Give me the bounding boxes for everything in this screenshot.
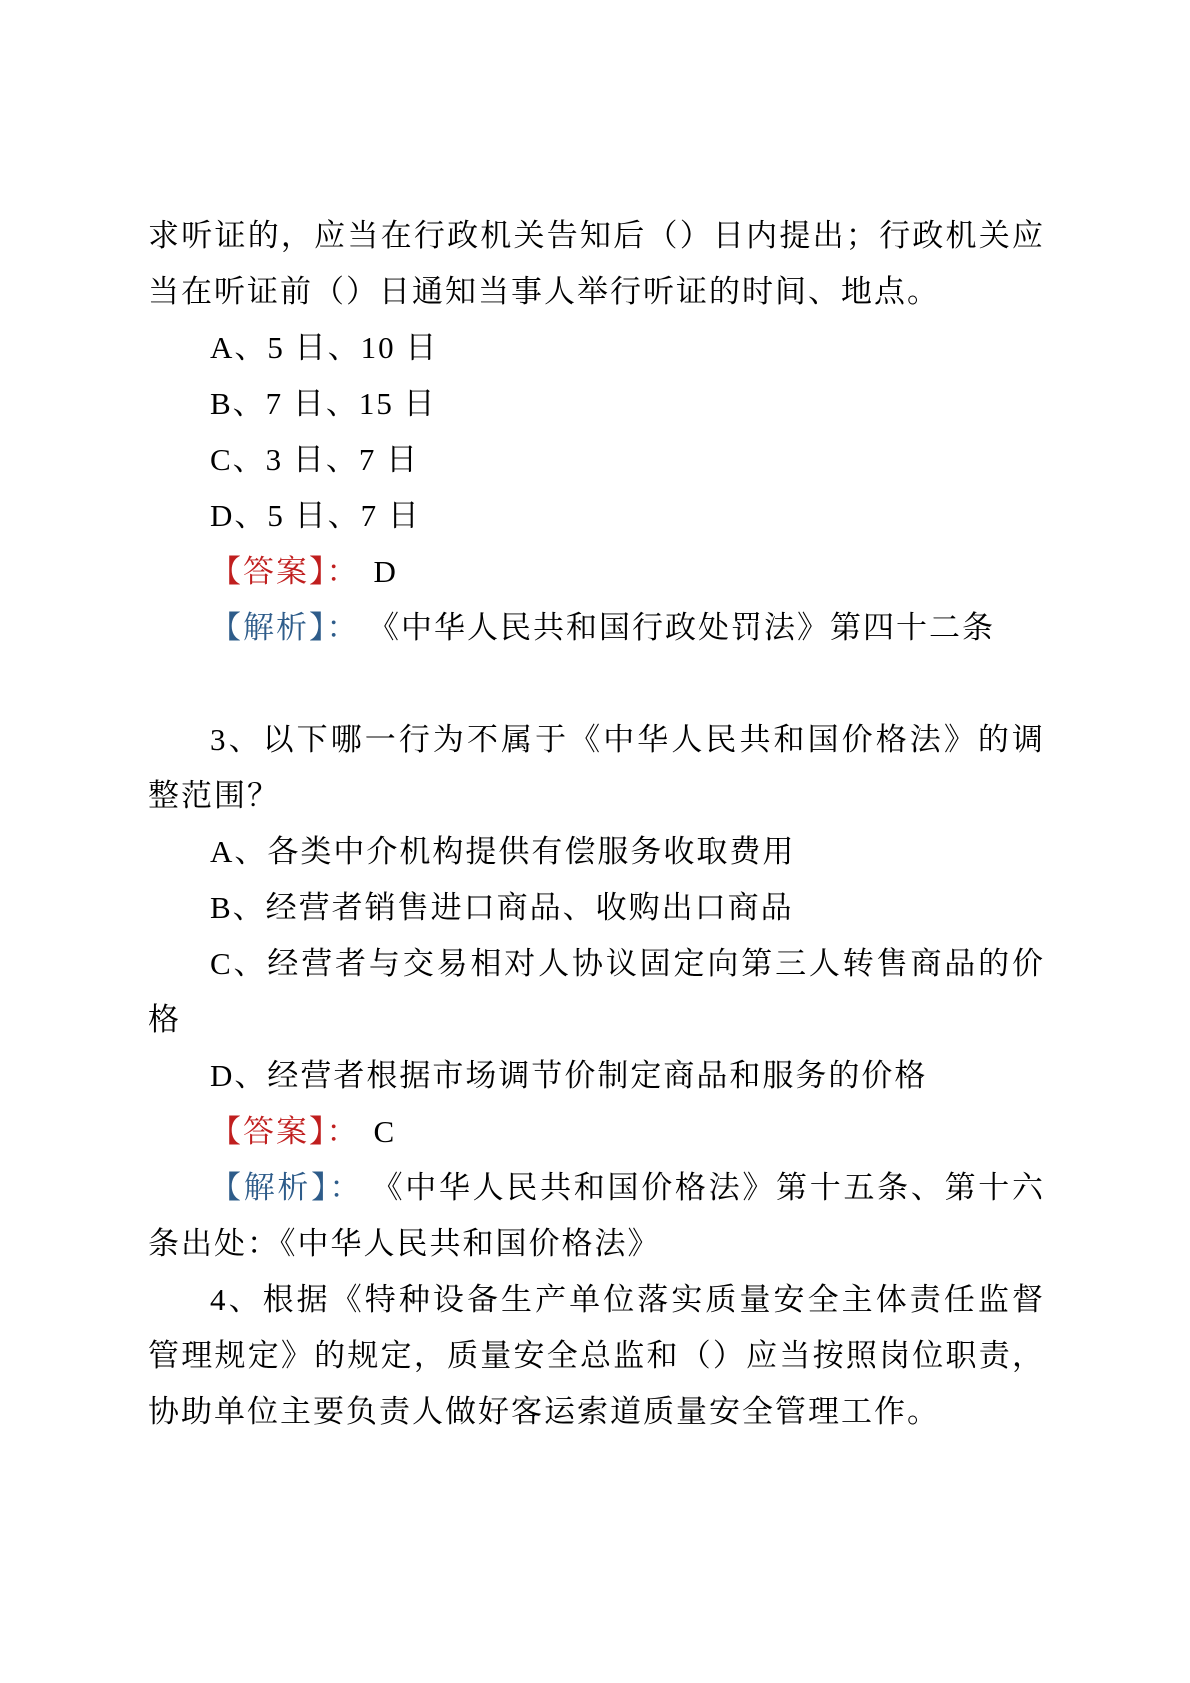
analysis-colon: ： <box>326 610 360 645</box>
question-2-answer-line <box>148 544 1045 600</box>
question-3-analysis-line <box>148 1160 1045 1272</box>
analysis-value: 《中华人民共和国价格法》第十五条、第十六条出处：《中华人民共和国价格法》 <box>148 1170 1046 1261</box>
question-2-stem-continuation: 求听证的，应当在行政机关告知后（）日内提出；行政机关应当在听证前（）日通知当事人举行听证的时间、地点。 <box>148 218 1045 309</box>
blank-line <box>148 656 1045 712</box>
answer-label: 【答案】 <box>210 1114 327 1149</box>
question-4-stem: 4、根据《特种设备生产单位落实质量安全主体责任监督管理规定》的规定，质量安全总监和（）应当按照岗位职责，协助单位主要负责人做好客运索道质量安全管理工作。 <box>148 1282 1045 1429</box>
question-3-answer-line <box>148 1104 1045 1160</box>
question-3-option-a: A、各类中介机构提供有偿服务收取费用 <box>210 834 796 869</box>
answer-value: D <box>373 554 398 589</box>
question-2-option-b: B、7 日、15 日 <box>210 386 437 421</box>
analysis-label: 【解析】 <box>210 610 327 645</box>
analysis-colon: ： <box>329 1170 364 1205</box>
question-2-option-a: A、5 日、10 日 <box>210 330 439 365</box>
question-4-block <box>148 1272 1045 1440</box>
answer-value: C <box>373 1114 397 1149</box>
answer-label: 【答案】 <box>210 554 327 589</box>
answer-colon: ： <box>326 554 360 589</box>
analysis-value: 《中华人民共和国行政处罚法》第四十二条 <box>383 610 995 645</box>
question-3-block <box>148 712 1045 1272</box>
analysis-label: 【解析】 <box>210 1170 330 1205</box>
question-2-analysis-line <box>148 600 1045 656</box>
question-2-block <box>148 208 1045 656</box>
question-3-option-b: B、经营者销售进口商品、收购出口商品 <box>210 890 794 925</box>
question-3-stem: 3、以下哪一行为不属于《中华人民共和国价格法》的调整范围？ <box>148 722 1045 813</box>
question-2-option-d: D、5 日、7 日 <box>210 498 421 533</box>
question-3-option-d: D、经营者根据市场调节价制定商品和服务的价格 <box>210 1058 928 1093</box>
question-2-option-c: C、3 日、7 日 <box>210 442 420 477</box>
answer-colon: ： <box>326 1114 360 1149</box>
question-3-option-c: C、经营者与交易相对人协议固定向第三人转售商品的价格 <box>148 946 1045 1037</box>
